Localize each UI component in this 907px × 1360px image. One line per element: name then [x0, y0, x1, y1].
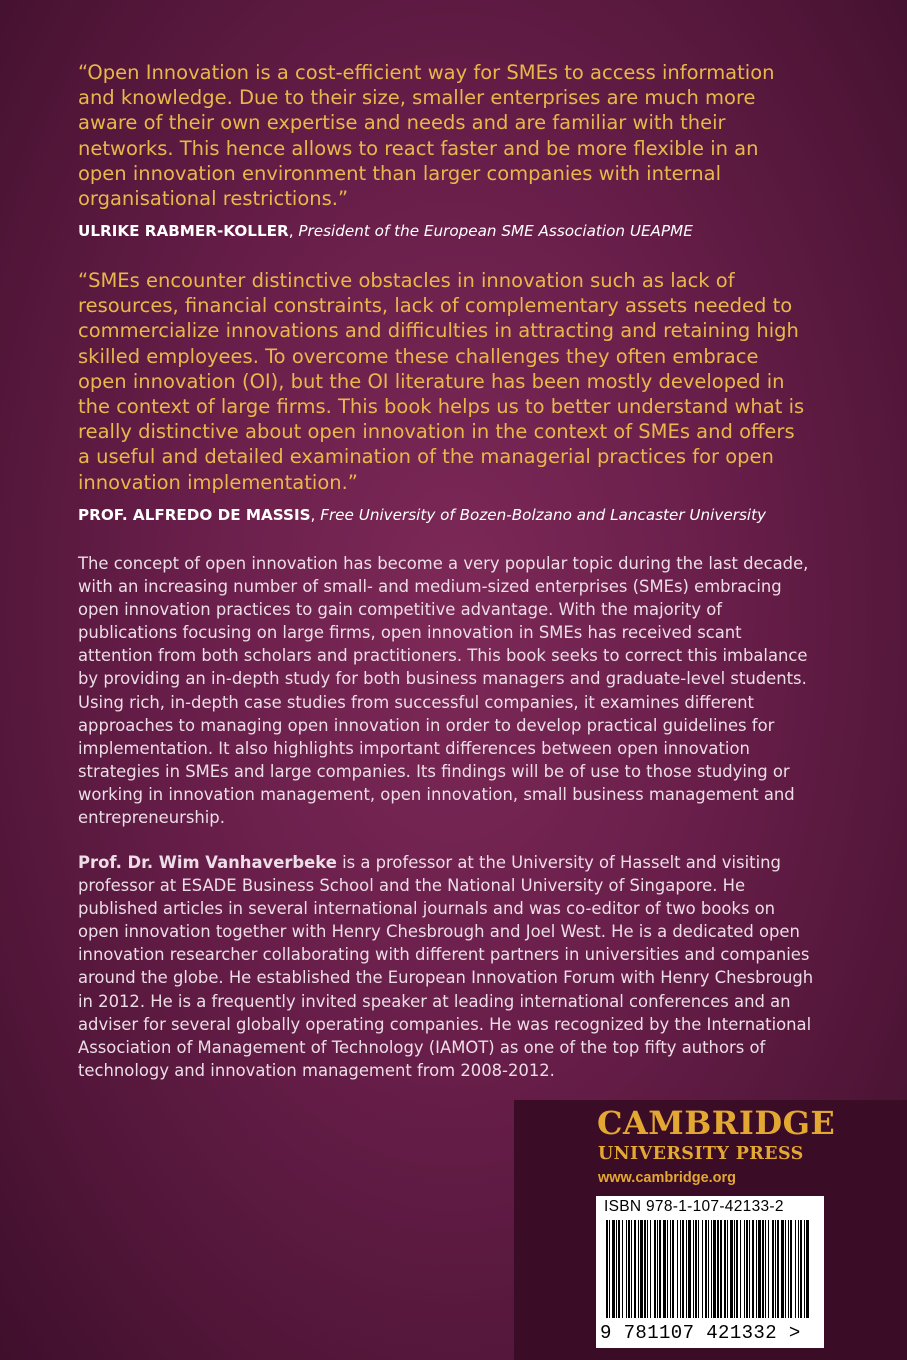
quote-1-role: President of the European SME Association UEAPME: [298, 222, 693, 240]
author-name: Prof. Dr. Wim Vanhaverbeke: [78, 853, 337, 872]
quote-2-attribution: PROF. ALFREDO DE MASSIS, Free University of Bozen-Bolzano and Lancaster University: [78, 506, 767, 524]
barcode-icon: [604, 1220, 816, 1320]
isbn-label: ISBN 978-1-107-42133-2: [604, 1198, 784, 1215]
barcode-block: [596, 1196, 824, 1348]
publisher-subtitle: UNIVERSITY PRESS: [598, 1144, 804, 1164]
quote-2-author: PROF. ALFREDO DE MASSIS: [78, 506, 311, 524]
quote-1-text: “Open Innovation is a cost-efficient way for SMEs to access information and knowledge. Due to their size, smaller enterprises are much more aware of their own expertise and needs and are familiar with their networks. This hence allows to react faster and be more flexible in an open innovation environment than larger companies with internal organisational restrictions.”: [78, 61, 775, 211]
quote-1-author: ULRIKE RABMER-KOLLER: [78, 222, 289, 240]
author-bio-text: is a professor at the University of Hasselt and visiting professor at ESADE Business School and the National University of Singapore. He published articles in several international journals and was co-editor of two books on open innovation together with Henry Chesbrough and Joel West. He is a dedicated open innovation researcher collaborating with different partners in universities and companies around the globe. He established the European Innovation Forum with Henry Chesbrough in 2012. He is a frequently invited speaker at leading international conferences and an adviser for several globally operating companies. He was recognized by the International Association of Management of Technology (IAMOT) as one of the top fifty authors of technology and innovation management from 2008-2012.: [78, 853, 814, 1080]
book-description: The concept of open innovation has become a very popular topic during the last decade, with an increasing number of small- and medium-sized enterprises (SMEs) embracing open innovation practices to gain competitive advantage. With the majority of publications focusing on large firms, open innovation in SMEs has received scant attention from both scholars and practitioners. This book seeks to correct this imbalance by providing an in-depth study for both business managers and graduate-level students. Using rich, in-depth case studies from successful companies, it examines different approaches to managing open innovation in order to develop practical guidelines for implementation. It also highlights important differences between open innovation strategies in SMEs and large companies. Its findings will be of use to those studying or working in innovation management, open innovation, small business management and entrepreneurship.: [78, 554, 809, 828]
quote-2-text: “SMEs encounter distinctive obstacles in innovation such as lack of resources, financial constraints, lack of complementary assets needed to commercialize innovations and difficulties in attracting and retaining high skilled employees. To overcome these challenges they often embrace open innovation (OI), but the OI literature has been mostly developed in the context of large firms. This book helps us to better understand what is really distinctive about open innovation in the context of SMEs and offers a useful and detailed examination of the managerial practices for open innovation implementation.”: [78, 269, 805, 494]
quote-1-attribution: ULRIKE RABMER-KOLLER, President of the European SME Association UEAPME: [78, 222, 693, 240]
publisher-panel: [514, 1100, 907, 1360]
publisher-url: www.cambridge.org: [598, 1170, 737, 1186]
barcode-digits: 9 781107 421332 >: [600, 1322, 801, 1344]
author-bio: [78, 851, 818, 1082]
quote-2-role: Free University of Bozen-Bolzano and Lancaster University: [320, 506, 767, 524]
publisher-name: CAMBRIDGE: [597, 1104, 836, 1142]
